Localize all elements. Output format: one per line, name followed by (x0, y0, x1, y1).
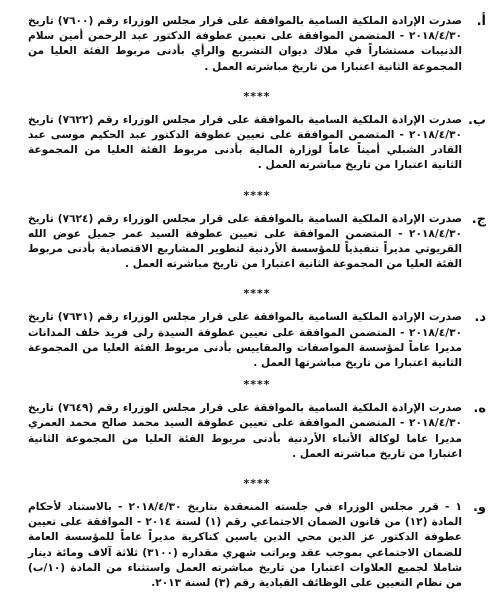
separator: **** (243, 89, 271, 103)
paragraph-marker: د. (474, 310, 486, 326)
paragraph-dal (28, 310, 486, 371)
paragraph-ba (28, 113, 486, 174)
separator: **** (243, 287, 271, 301)
paragraph-marker: و. (472, 500, 486, 516)
paragraph-text: صدرت الإرادة الملكية السامية بالموافقة على قرار مجلس الوزراء رقم (٧٦٣١) تاريخ ٢٠١٨/٤/٣٠ - المتضمن الموافقة على تعيين عطوفة السيدة رلى فريد خلف المدانات مديرا عاماً لمؤسسة المواصفات والمقاييس بأدنى مربوط الفئة العليا من المجموعة الثانية اعتبارا من تاريخ مباشرتها العمل . (28, 311, 463, 370)
paragraph-jim (28, 212, 486, 273)
paragraph-marker: ب. (467, 112, 486, 128)
paragraph-ha (28, 401, 486, 462)
paragraph-text: صدرت الإرادة الملكية السامية بالموافقة على قرار مجلس الوزراء رقم (٧٦٢٢) تاريخ ٢٠١٨/٤/٣٠ - المتضمن الموافقة على تعيين عطوفة الدكتور عبد الحكيم موسى عبد القادر الشبلي أميناً عاماً لوزارة المالية بأدنى مربوط الفئة العليا من المجموعة الثانية اعتبارا من تاريخ مباشرته العمل . (28, 113, 463, 172)
paragraph-text: ١ - قرر مجلس الوزراء في جلسته المنعقدة بتاريخ ٢٠١٨/٤/٣٠ - بالاستناد لأحكام المادة (١٢) من قانون الضمان الاجتماعي رقم (١) لسنة ٢٠١٤ - الموافقة على تعيين عطوفة الدكتور عز الدين محي الدين ياسين كناكرية مديراً عاماً للمؤسسة العامة للضمان الاجتماعي بموجب عقد وبراتب شهري مقداره (٣١٠٠) ثلاثة آلاف ومائة دينار شاملا لجميع العلاوات اعتبارا من تاريخ مباشرته العمل واستثناء من المادة (١٠/ب) من نظام التعيين على الوظائف القيادية رقم (٣) لسنة ٢٠١٣. (28, 501, 462, 590)
separator: **** (243, 188, 271, 202)
paragraph-text: صدرت الإرادة الملكية السامية بالموافقة على قرار مجلس الوزراء رقم (٧٦٠٠) تاريخ ٢٠١٨/٤/٣٠ - المتضمن الموافقة على تعيين عطوفة الدكتور عبد الرحمن أمين سلام الذنيبات مستشاراً في ملاك ديوان التشريع والرأي بأدنى مربوط الفئة العليا من المجموعة الثانية اعتبارا من تاريخ مباشرته العمل . (28, 15, 463, 73)
paragraph-marker: أ. (476, 14, 486, 29)
separator: **** (243, 477, 271, 491)
paragraph-alef (28, 14, 486, 75)
separator: **** (243, 378, 271, 392)
paragraph-marker: ه. (473, 401, 486, 417)
paragraph-text: صدرت الإرادة الملكية السامية بالموافقة على قرار مجلس الوزراء رقم (٧٦٢٤) تاريخ ٢٠١٨/٤/٣٠ - المتضمن الموافقة على تعيين عطوفة السيد عمر جميل عوض الله القريوتي مديراً تنفيذياً للمؤسسة الأردنية لتطوير المشاريع الاقتصادية بأدنى مربوط الفئة العليا من المجموعة الثانية اعتبارا من تاريخ مباشرته العمل . (28, 212, 463, 271)
paragraph-waw (28, 500, 486, 591)
paragraph-text: صدرت الإرادة الملكية السامية بالموافقة على قرار مجلس الوزراء رقم (٧٦٤٩) تاريخ ٢٠١٨/٤/٣٠ - المتضمن الموافقة على تعيين عطوفة السيد محمد صالح محمد العمري مديرا عاما لوكالة الأنباء الأردنية بأدنى مربوط الفئة العليا من المجموعة الثانية اعتبارا من تاريخ مباشرته العمل . (28, 402, 463, 460)
paragraph-marker: ج. (471, 211, 486, 227)
